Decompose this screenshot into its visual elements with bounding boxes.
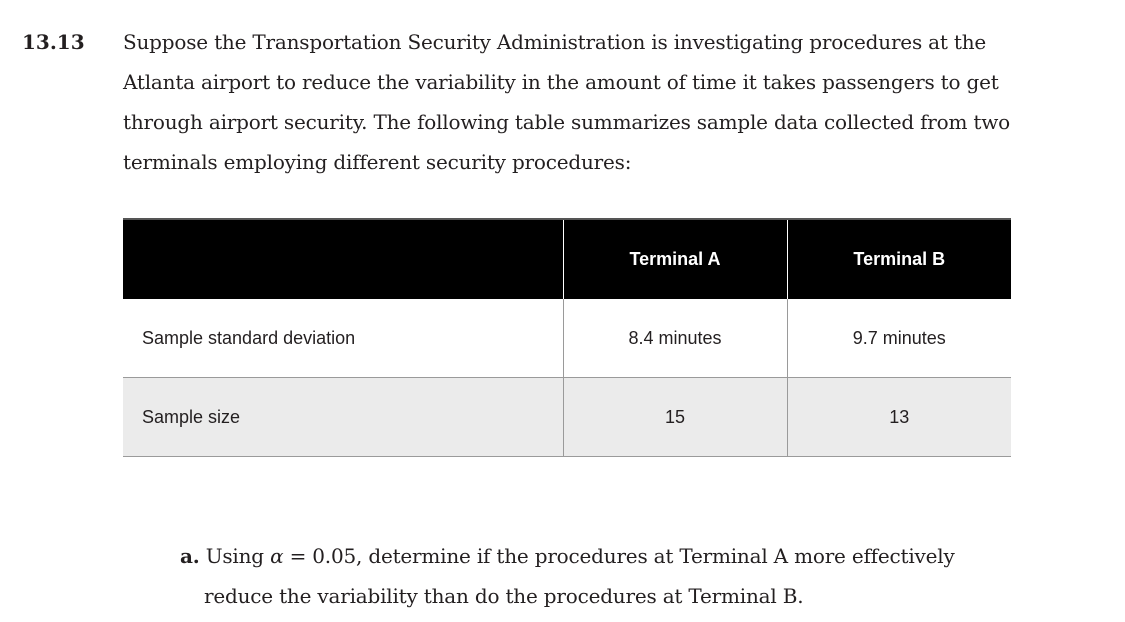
data-table [123, 218, 1011, 457]
table-row [123, 299, 1011, 378]
alpha-symbol: α [270, 544, 284, 568]
table-header-empty [123, 219, 563, 299]
part-a-label: a. [180, 544, 200, 568]
part-a-text-line1: determine if the procedures at Terminal A more effectively [368, 544, 955, 568]
cell-terminal-b-sample-size: 13 [787, 378, 1011, 457]
part-a-question [180, 536, 1000, 616]
table-header-terminal-a: Terminal A [563, 219, 787, 299]
part-a-text-before: Using [205, 544, 264, 568]
table-header-row [123, 219, 1011, 299]
part-a-text-line2: reduce the variability than do the procedures at Terminal B. [204, 584, 804, 608]
table-header-terminal-b: Terminal B [787, 219, 1011, 299]
problem-number: 13.13 [22, 30, 85, 54]
cell-terminal-a-sample-size: 15 [563, 378, 787, 457]
row-label-sample-size: Sample size [123, 378, 563, 457]
cell-terminal-b-std-dev: 9.7 minutes [787, 299, 1011, 378]
table-row [123, 378, 1011, 457]
problem-statement: Suppose the Transportation Security Administration is investigating procedures at the Atlanta airport to reduce the variability in the amount of time it takes passengers to get through airport security. The following table summarizes sample data collected from two terminals employing different security procedures: [123, 30, 1011, 174]
row-label-std-dev: Sample standard deviation [123, 299, 563, 378]
alpha-equation: = 0.05, [289, 544, 363, 568]
cell-terminal-a-std-dev: 8.4 minutes [563, 299, 787, 378]
